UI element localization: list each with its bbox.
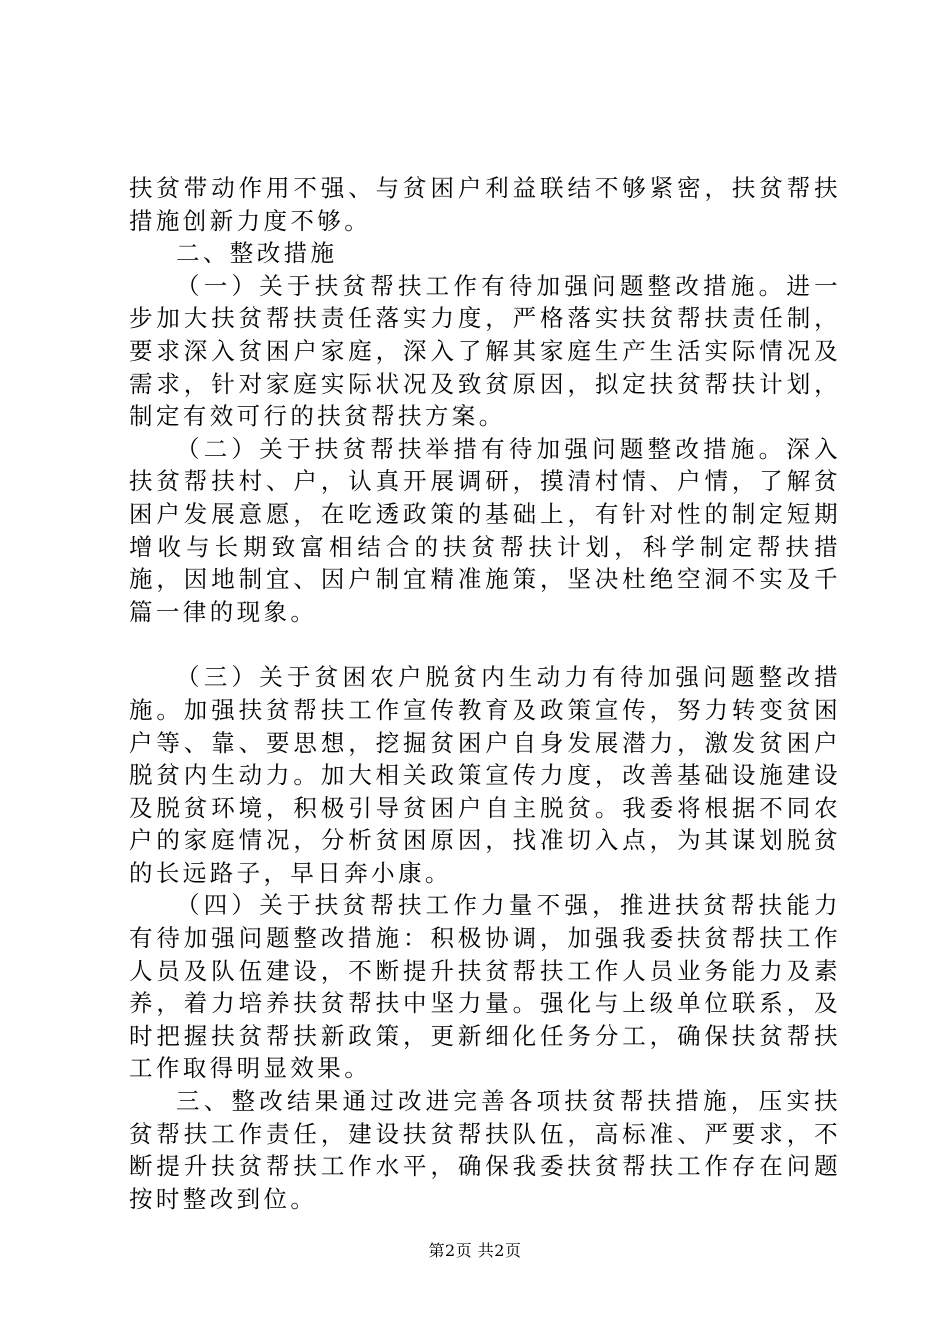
paragraph-spacer (129, 628, 841, 661)
paragraph-results: 三、整改结果通过改进完善各项扶贫帮扶措施，压实扶贫帮扶工作责任，建设扶贫帮扶队伍，高标准、严要求，不断提升扶贫帮扶工作水平，确保我委扶贫帮扶工作存在问题按时整改到位。 (129, 1087, 841, 1213)
document-body (129, 172, 841, 1215)
section-heading-measures: 二、整改措施 (176, 239, 338, 268)
paragraph-measure-1: （一）关于扶贫帮扶工作有待加强问题整改措施。进一步加大扶贫帮扶责任落实力度，严格落实扶贫帮扶责任制，要求深入贫困户家庭，深入了解其家庭生产生活实际情况及需求，针对家庭实际状况及致贫原因，拟定扶贫帮扶计划，制定有效可行的扶贫帮扶方案。 (129, 271, 841, 431)
paragraph-measure-3: （三）关于贫困农户脱贫内生动力有待加强问题整改措施。加强扶贫帮扶工作宣传教育及政策宣传，努力转变贫困户等、靠、要思想，挖掘贫困户自身发展潜力，激发贫困户脱贫内生动力。加大相关政策宣传力度，改善基础设施建设及脱贫环境，积极引导贫困户自主脱贫。我委将根据不同农户的家庭情况，分析贫困原因，找准切入点，为其谋划脱贫的长远路子，早日奔小康。 (129, 663, 841, 887)
page-number-footer: 第2页 共2页 (428, 1241, 522, 1260)
paragraph-continuation: 扶贫带动作用不强、与贫困户利益联结不够紧密，扶贫帮扶措施创新力度不够。 (129, 174, 841, 235)
paragraph-measure-2: （二）关于扶贫帮扶举措有待加强问题整改措施。深入扶贫帮扶村、户，认真开展调研，摸清村情、户情，了解贫困户发展意愿，在吃透政策的基础上，有针对性的制定短期增收与长期致富相结合的扶贫帮扶计划，科学制定帮扶措施，因地制宜、因户制宜精准施策，坚决杜绝空洞不实及千篇一律的现象。 (129, 434, 841, 626)
paragraph-measure-4: （四）关于扶贫帮扶工作力量不强，推进扶贫帮扶能力有待加强问题整改措施：积极协调，加强我委扶贫帮扶工作人员及队伍建设，不断提升扶贫帮扶工作人员业务能力及素养，着力培养扶贫帮扶中坚力量。强化与上级单位联系，及时把握扶贫帮扶新政策，更新细化任务分工，确保扶贫帮扶工作取得明显效果。 (129, 891, 841, 1083)
